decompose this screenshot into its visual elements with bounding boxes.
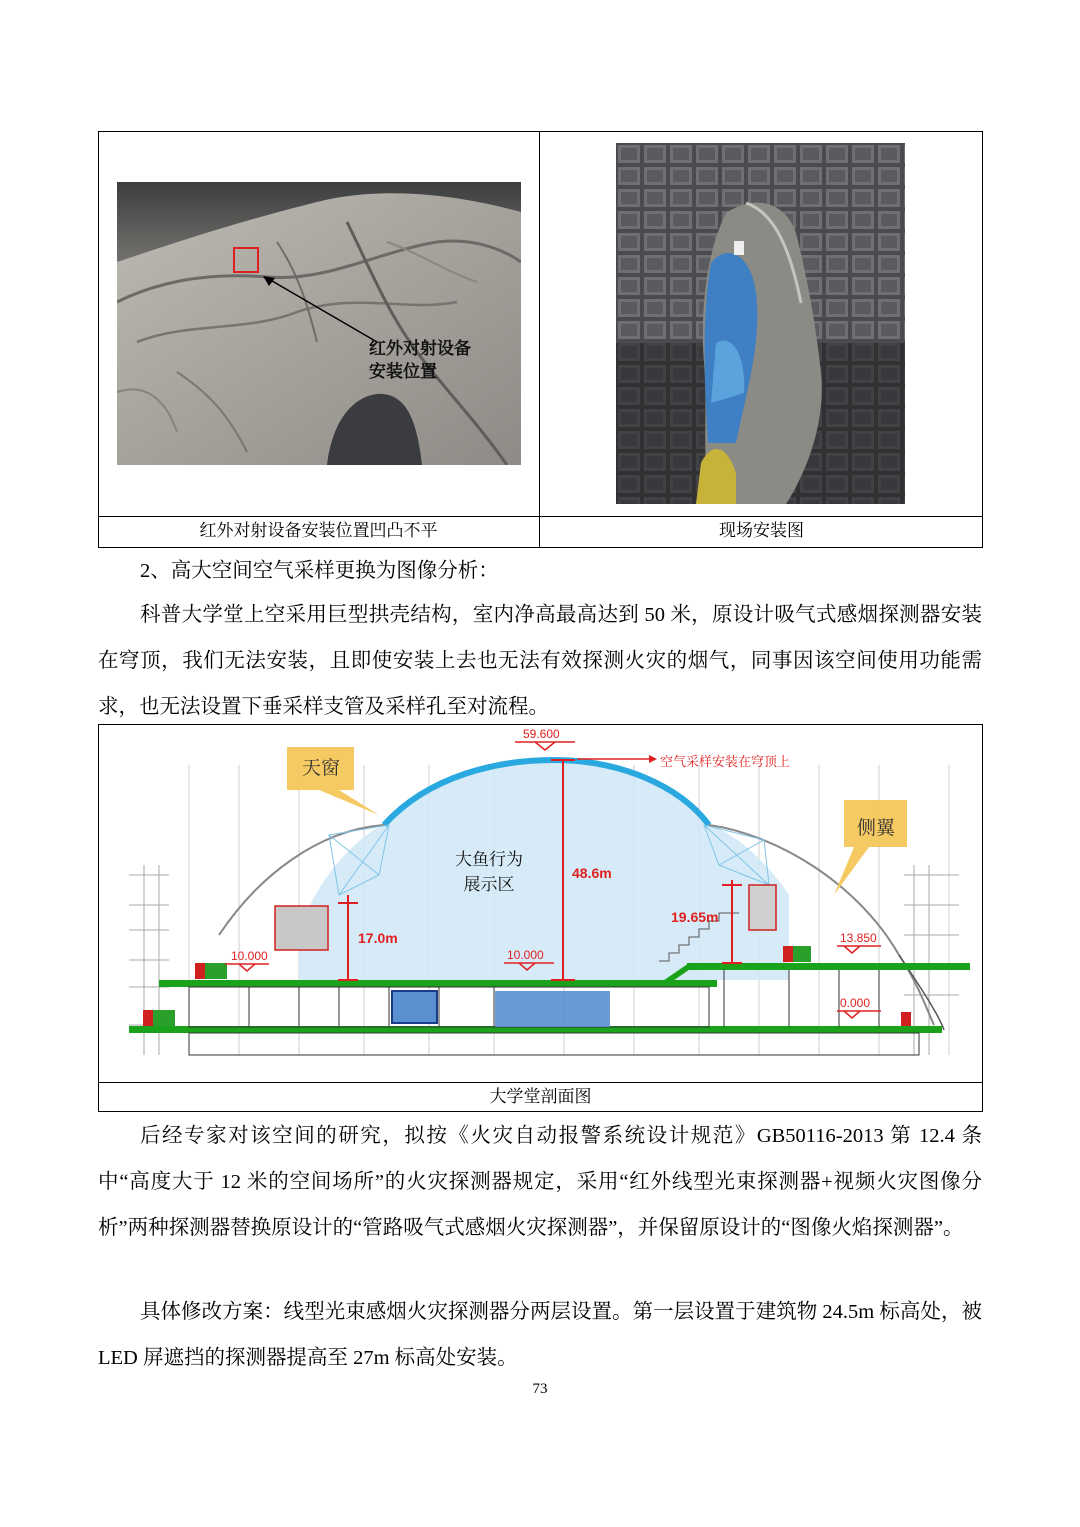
figure1-right-caption: 现场安装图 <box>719 521 804 540</box>
height-right: 19.65m <box>671 909 719 925</box>
section-drawing <box>99 725 982 1081</box>
paragraph-3: 具体修改方案：线型光束感烟火灾探测器分两层设置。第一层设置于建筑物 24.5m 标高处，被 LED 屏遮挡的探测器提高至 27m 标高处安装。 <box>98 1301 982 1369</box>
exhibit-area-label-line-2: 展示区 <box>463 875 515 894</box>
height-left: 17.0m <box>358 930 398 946</box>
site-installation-photo <box>616 143 905 504</box>
figure1-column-divider <box>539 131 540 548</box>
paragraph-2: 后经专家对该空间的研究，拟按《火灾自动报警系统设计规范》GB50116-2013 第 12.4 条中“高度大于 12 米的空间场所”的火灾探测器规定，采用“红外线型光束探测器+视频火灾图像分析”两种探测器替换原设计的“管路吸气式感烟火灾探测器”，并保留原设计的“图像火焰探测器”。 <box>98 1125 982 1239</box>
rock-surface-photo <box>117 182 521 465</box>
figure1-left-caption: 红外对射设备安装位置凹凸不平 <box>199 521 438 540</box>
elevation-top: 59.600 <box>523 727 560 741</box>
height-main: 48.6m <box>572 865 612 881</box>
exhibit-area-label-line-1: 大鱼行为 <box>455 850 523 869</box>
exhibit-area-label <box>455 847 523 897</box>
callout-side-wing: 侧翼 <box>857 818 896 839</box>
section-heading: 2、高大空间空气采样更换为图像分析： <box>140 560 499 582</box>
elevation-ground: 0.000 <box>840 996 871 1010</box>
paragraph-1: 科普大学堂上空采用巨型拱壳结构，室内净高最高达到 50 米，原设计吸气式感烟探测器安装在穹顶，我们无法安装，且即使安装上去也无法有效探测火灾的烟气，同事因该空间使用功能需求，也无法设置下垂采样支管及采样孔至对流程。 <box>98 604 982 718</box>
annotation-line-2: 安装位置 <box>369 362 437 381</box>
install-position-annotation <box>369 337 471 383</box>
callout-skylight: 天窗 <box>302 758 341 779</box>
elevation-right: 13.850 <box>840 931 877 945</box>
page-number: 73 <box>532 1381 548 1397</box>
air-sampling-note: 空气采样安装在穹顶上 <box>660 754 791 769</box>
figure2-caption: 大学堂剖面图 <box>489 1087 592 1106</box>
elevation-left: 10.000 <box>231 949 268 963</box>
elevation-center: 10.000 <box>507 948 544 962</box>
annotation-line-1: 红外对射设备 <box>369 339 471 358</box>
